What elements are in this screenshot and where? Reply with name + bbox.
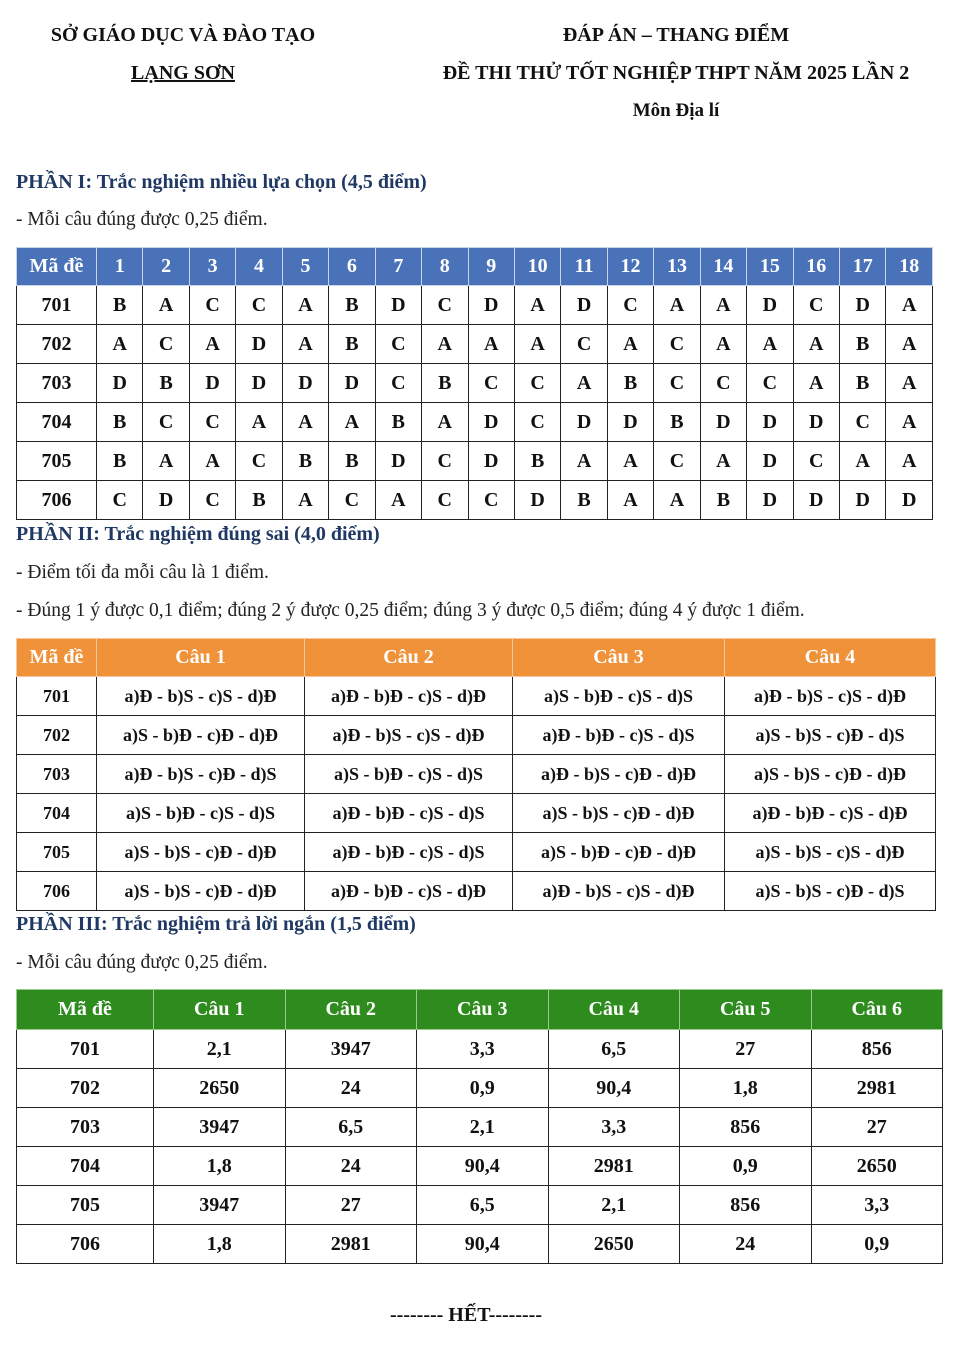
table-row <box>17 872 936 911</box>
answer-cell: 3,3 <box>417 1030 549 1069</box>
answer-cell: A <box>422 403 468 442</box>
answer-cell: D <box>700 403 746 442</box>
answer-cell: A <box>143 442 189 481</box>
exam-code-cell: 701 <box>17 1030 154 1069</box>
table-row <box>17 677 936 716</box>
answer-cell: C <box>747 364 793 403</box>
exam-code-cell: 706 <box>17 1225 154 1264</box>
answer-cell: a)Đ - b)Đ - c)S - d)S <box>305 833 513 872</box>
answer-cell: 90,4 <box>417 1225 549 1264</box>
answer-cell: 0,9 <box>811 1225 943 1264</box>
answer-cell: C <box>189 286 235 325</box>
exam-code-cell: 702 <box>17 716 97 755</box>
answer-cell: A <box>607 325 653 364</box>
table-row <box>17 1186 943 1225</box>
answer-cell: A <box>886 364 933 403</box>
answer-cell: C <box>700 364 746 403</box>
answer-cell: 6,5 <box>548 1030 680 1069</box>
table-row <box>17 364 933 403</box>
table-header-cell: 2 <box>143 248 189 286</box>
answer-cell: 0,9 <box>417 1069 549 1108</box>
part3-note: - Mỗi câu đúng được 0,25 điểm. <box>16 952 268 973</box>
answer-cell: A <box>282 403 328 442</box>
answer-cell: C <box>143 403 189 442</box>
answer-cell: C <box>422 481 468 520</box>
table-row <box>17 481 933 520</box>
answer-cell: B <box>282 442 328 481</box>
table-row <box>17 1030 943 1069</box>
answer-cell: A <box>607 481 653 520</box>
answer-cell: B <box>700 481 746 520</box>
part2-note-scoring: - Đúng 1 ý được 0,1 điểm; đúng 2 ý được 0,25 điểm; đúng 3 ý được 0,5 điểm; đúng 4 ý được 1 điểm. <box>16 600 805 621</box>
answer-cell: 27 <box>285 1186 417 1225</box>
table-header-cell: Câu 4 <box>725 639 936 677</box>
table-row <box>17 403 933 442</box>
answer-cell: a)S - b)S - c)S - d)Đ <box>725 833 936 872</box>
answer-cell: D <box>468 403 514 442</box>
answer-cell: a)S - b)Đ - c)Đ - d)Đ <box>97 716 305 755</box>
table-header-cell: 15 <box>747 248 793 286</box>
answer-cell: D <box>747 403 793 442</box>
part1-title: PHẦN I: Trắc nghiệm nhiều lựa chọn (4,5 điểm) <box>16 171 427 193</box>
table-header-cell: Câu 2 <box>305 639 513 677</box>
answer-cell: A <box>886 403 933 442</box>
exam-code-cell: 706 <box>17 481 97 520</box>
answer-cell: a)Đ - b)S - c)S - d)Đ <box>513 872 725 911</box>
table-header-cell: 18 <box>886 248 933 286</box>
answer-cell: A <box>236 403 282 442</box>
answer-cell: 27 <box>811 1108 943 1147</box>
answer-cell: D <box>468 286 514 325</box>
answer-cell: D <box>236 364 282 403</box>
table-header-cell: Mã đề <box>17 990 154 1030</box>
table-header-cell: Câu 4 <box>548 990 680 1030</box>
answer-cell: C <box>654 325 700 364</box>
answer-cell: D <box>375 286 421 325</box>
answer-cell: 3947 <box>285 1030 417 1069</box>
answer-cell: C <box>840 403 886 442</box>
answer-cell: a)Đ - b)Đ - c)S - d)Đ <box>725 794 936 833</box>
answer-cell: D <box>607 403 653 442</box>
answer-cell: A <box>793 364 839 403</box>
subject-title: Môn Địa lí <box>632 100 720 121</box>
exam-code-cell: 705 <box>17 442 97 481</box>
answer-cell: 3947 <box>154 1186 286 1225</box>
table-header-cell: 11 <box>561 248 607 286</box>
part2-title: PHẦN II: Trắc nghiệm đúng sai (4,0 điểm) <box>16 523 380 545</box>
answer-cell: a)S - b)S - c)Đ - d)Đ <box>97 872 305 911</box>
answer-cell: B <box>329 325 375 364</box>
answer-cell: C <box>375 364 421 403</box>
answer-cell: C <box>654 364 700 403</box>
answer-cell: 3,3 <box>811 1186 943 1225</box>
answer-cell: 1,8 <box>680 1069 812 1108</box>
answer-cell: 856 <box>680 1108 812 1147</box>
answer-cell: B <box>329 286 375 325</box>
answer-cell: D <box>886 481 933 520</box>
table-header-cell: 7 <box>375 248 421 286</box>
answer-cell: 2981 <box>285 1225 417 1264</box>
answer-cell: C <box>793 286 839 325</box>
answer-cell: A <box>747 325 793 364</box>
table-header-cell: Câu 5 <box>680 990 812 1030</box>
table-row <box>17 325 933 364</box>
answer-cell: 27 <box>680 1030 812 1069</box>
answer-cell: 24 <box>680 1225 812 1264</box>
answer-cell: A <box>886 286 933 325</box>
answer-cell: D <box>236 325 282 364</box>
answer-cell: a)Đ - b)S - c)S - d)Đ <box>305 716 513 755</box>
answer-cell: B <box>97 286 143 325</box>
answer-cell: A <box>329 403 375 442</box>
table-row <box>17 1147 943 1186</box>
exam-code-cell: 703 <box>17 1108 154 1147</box>
answer-cell: C <box>189 481 235 520</box>
exam-title: ĐỀ THI THỬ TỐT NGHIỆP THPT NĂM 2025 LẦN 2 <box>442 62 910 84</box>
answer-cell: B <box>840 325 886 364</box>
answer-cell: B <box>561 481 607 520</box>
answer-cell: 2650 <box>811 1147 943 1186</box>
answer-cell: B <box>97 442 143 481</box>
answer-cell: B <box>97 403 143 442</box>
answer-cell: A <box>514 325 560 364</box>
answer-cell: C <box>468 481 514 520</box>
answer-cell: A <box>840 442 886 481</box>
table-header-cell: 8 <box>422 248 468 286</box>
table-row <box>17 833 936 872</box>
table-row <box>17 755 936 794</box>
answer-cell: C <box>422 286 468 325</box>
answer-cell: 6,5 <box>285 1108 417 1147</box>
part3-answer-table <box>16 989 943 1264</box>
answer-cell: A <box>654 286 700 325</box>
answer-cell: C <box>793 442 839 481</box>
answer-cell: A <box>654 481 700 520</box>
end-marker: -------- HẾT-------- <box>390 1304 542 1326</box>
answer-cell: 2,1 <box>154 1030 286 1069</box>
answer-cell: B <box>329 442 375 481</box>
answer-cell: B <box>422 364 468 403</box>
answer-cell: D <box>189 364 235 403</box>
exam-code-cell: 703 <box>17 755 97 794</box>
exam-code-cell: 704 <box>17 403 97 442</box>
answer-cell: D <box>747 442 793 481</box>
answer-cell: A <box>700 286 746 325</box>
answer-cell: a)Đ - b)S - c)S - d)Đ <box>97 677 305 716</box>
answer-cell: a)Đ - b)Đ - c)S - d)Đ <box>305 872 513 911</box>
answer-cell: A <box>700 442 746 481</box>
table-row <box>17 794 936 833</box>
answer-cell: C <box>143 325 189 364</box>
answer-cell: 856 <box>811 1030 943 1069</box>
exam-code-cell: 702 <box>17 1069 154 1108</box>
answer-cell: C <box>329 481 375 520</box>
answer-cell: D <box>329 364 375 403</box>
answer-cell: A <box>282 481 328 520</box>
answer-cell: B <box>375 403 421 442</box>
table-header-cell: Câu 2 <box>285 990 417 1030</box>
answer-cell: C <box>654 442 700 481</box>
answer-cell: C <box>468 364 514 403</box>
answer-cell: A <box>700 325 746 364</box>
answer-cell: A <box>189 325 235 364</box>
exam-code-cell: 702 <box>17 325 97 364</box>
document-title: ĐÁP ÁN – THANG ĐIỂM <box>562 24 790 46</box>
answer-cell: a)S - b)S - c)Đ - d)Đ <box>513 794 725 833</box>
answer-cell: 3,3 <box>548 1108 680 1147</box>
answer-cell: D <box>375 442 421 481</box>
answer-cell: C <box>422 442 468 481</box>
exam-code-cell: 701 <box>17 677 97 716</box>
table-row <box>17 442 933 481</box>
answer-cell: B <box>607 364 653 403</box>
answer-cell: A <box>468 325 514 364</box>
document-title-block <box>400 16 952 130</box>
exam-code-cell: 704 <box>17 794 97 833</box>
table-header-cell: 5 <box>282 248 328 286</box>
answer-cell: a)Đ - b)S - c)Đ - d)S <box>97 755 305 794</box>
issuer-province: LẠNG SƠN <box>131 62 235 84</box>
answer-cell: C <box>514 403 560 442</box>
answer-cell: A <box>375 481 421 520</box>
answer-cell: A <box>886 442 933 481</box>
answer-cell: A <box>561 364 607 403</box>
answer-cell: a)S - b)S - c)Đ - d)S <box>725 872 936 911</box>
answer-cell: 2650 <box>154 1069 286 1108</box>
table-header-cell: 3 <box>189 248 235 286</box>
answer-cell: D <box>747 481 793 520</box>
table-header-cell: Câu 3 <box>513 639 725 677</box>
table-header-cell: 6 <box>329 248 375 286</box>
answer-cell: A <box>189 442 235 481</box>
answer-cell: C <box>607 286 653 325</box>
answer-cell: a)S - b)Đ - c)S - d)S <box>513 677 725 716</box>
exam-code-cell: 706 <box>17 872 97 911</box>
answer-cell: D <box>793 481 839 520</box>
answer-cell: A <box>97 325 143 364</box>
answer-cell: 24 <box>285 1069 417 1108</box>
table-header-cell: Câu 1 <box>154 990 286 1030</box>
table-header-cell: 13 <box>654 248 700 286</box>
answer-cell: A <box>607 442 653 481</box>
answer-cell: a)S - b)Đ - c)S - d)S <box>97 794 305 833</box>
answer-cell: a)Đ - b)Đ - c)S - d)S <box>513 716 725 755</box>
exam-code-cell: 701 <box>17 286 97 325</box>
table-row <box>17 286 933 325</box>
answer-cell: D <box>468 442 514 481</box>
answer-cell: B <box>236 481 282 520</box>
part1-note: - Mỗi câu đúng được 0,25 điểm. <box>16 209 268 230</box>
answer-cell: C <box>561 325 607 364</box>
table-header-cell: 14 <box>700 248 746 286</box>
answer-cell: a)Đ - b)S - c)S - d)Đ <box>725 677 936 716</box>
answer-cell: 90,4 <box>548 1069 680 1108</box>
answer-cell: a)Đ - b)Đ - c)S - d)S <box>305 794 513 833</box>
table-header-cell: 16 <box>793 248 839 286</box>
answer-cell: B <box>143 364 189 403</box>
answer-cell: B <box>654 403 700 442</box>
answer-cell: D <box>840 481 886 520</box>
part1-answer-table <box>16 247 933 520</box>
answer-cell: 1,8 <box>154 1225 286 1264</box>
exam-code-cell: 705 <box>17 833 97 872</box>
exam-code-cell: 704 <box>17 1147 154 1186</box>
answer-cell: 2650 <box>548 1225 680 1264</box>
exam-code-cell: 703 <box>17 364 97 403</box>
answer-cell: A <box>282 325 328 364</box>
table-header-cell: 4 <box>236 248 282 286</box>
answer-cell: 856 <box>680 1186 812 1225</box>
answer-cell: D <box>793 403 839 442</box>
answer-cell: 1,8 <box>154 1147 286 1186</box>
answer-cell: a)S - b)S - c)Đ - d)Đ <box>725 755 936 794</box>
answer-cell: C <box>236 442 282 481</box>
answer-cell: B <box>514 442 560 481</box>
table-header-cell: Câu 6 <box>811 990 943 1030</box>
answer-cell: C <box>97 481 143 520</box>
answer-cell: 2981 <box>811 1069 943 1108</box>
answer-cell: C <box>375 325 421 364</box>
answer-cell: 2981 <box>548 1147 680 1186</box>
issuer-block <box>18 16 348 92</box>
table-row <box>17 1069 943 1108</box>
answer-cell: 0,9 <box>680 1147 812 1186</box>
answer-cell: a)S - b)Đ - c)Đ - d)Đ <box>513 833 725 872</box>
answer-cell: A <box>143 286 189 325</box>
answer-cell: A <box>422 325 468 364</box>
answer-cell: A <box>514 286 560 325</box>
part2-answer-table <box>16 638 936 911</box>
table-header-cell: 9 <box>468 248 514 286</box>
answer-cell: D <box>282 364 328 403</box>
answer-cell: C <box>189 403 235 442</box>
answer-cell: B <box>840 364 886 403</box>
answer-cell: C <box>236 286 282 325</box>
table-header-cell: Câu 1 <box>97 639 305 677</box>
answer-cell: 24 <box>285 1147 417 1186</box>
table-header-cell: 1 <box>97 248 143 286</box>
table-row <box>17 716 936 755</box>
answer-cell: A <box>561 442 607 481</box>
exam-code-cell: 705 <box>17 1186 154 1225</box>
table-row <box>17 1108 943 1147</box>
answer-cell: a)S - b)S - c)Đ - d)Đ <box>97 833 305 872</box>
table-header-cell: Câu 3 <box>417 990 549 1030</box>
answer-cell: A <box>886 325 933 364</box>
answer-cell: A <box>282 286 328 325</box>
answer-cell: A <box>793 325 839 364</box>
answer-cell: 6,5 <box>417 1186 549 1225</box>
answer-cell: C <box>514 364 560 403</box>
answer-cell: 3947 <box>154 1108 286 1147</box>
table-header-cell: Mã đề <box>17 248 97 286</box>
answer-cell: D <box>561 403 607 442</box>
answer-cell: D <box>143 481 189 520</box>
table-header-cell: 10 <box>514 248 560 286</box>
answer-cell: D <box>561 286 607 325</box>
table-header-cell: 17 <box>840 248 886 286</box>
answer-cell: 90,4 <box>417 1147 549 1186</box>
answer-cell: a)Đ - b)Đ - c)S - d)Đ <box>305 677 513 716</box>
answer-cell: a)Đ - b)S - c)Đ - d)Đ <box>513 755 725 794</box>
answer-cell: a)S - b)S - c)Đ - d)S <box>725 716 936 755</box>
answer-cell: a)S - b)Đ - c)S - d)S <box>305 755 513 794</box>
part3-title: PHẦN III: Trắc nghiệm trả lời ngắn (1,5 điểm) <box>16 913 416 935</box>
answer-cell: D <box>747 286 793 325</box>
answer-cell: D <box>97 364 143 403</box>
answer-cell: 2,1 <box>417 1108 549 1147</box>
part2-note-max: - Điểm tối đa mỗi câu là 1 điểm. <box>16 562 269 583</box>
table-header-cell: Mã đề <box>17 639 97 677</box>
issuer-department: SỞ GIÁO DỤC VÀ ĐÀO TẠO <box>50 24 316 46</box>
answer-cell: D <box>840 286 886 325</box>
answer-cell: D <box>514 481 560 520</box>
table-row <box>17 1225 943 1264</box>
answer-cell: 2,1 <box>548 1186 680 1225</box>
table-header-cell: 12 <box>607 248 653 286</box>
